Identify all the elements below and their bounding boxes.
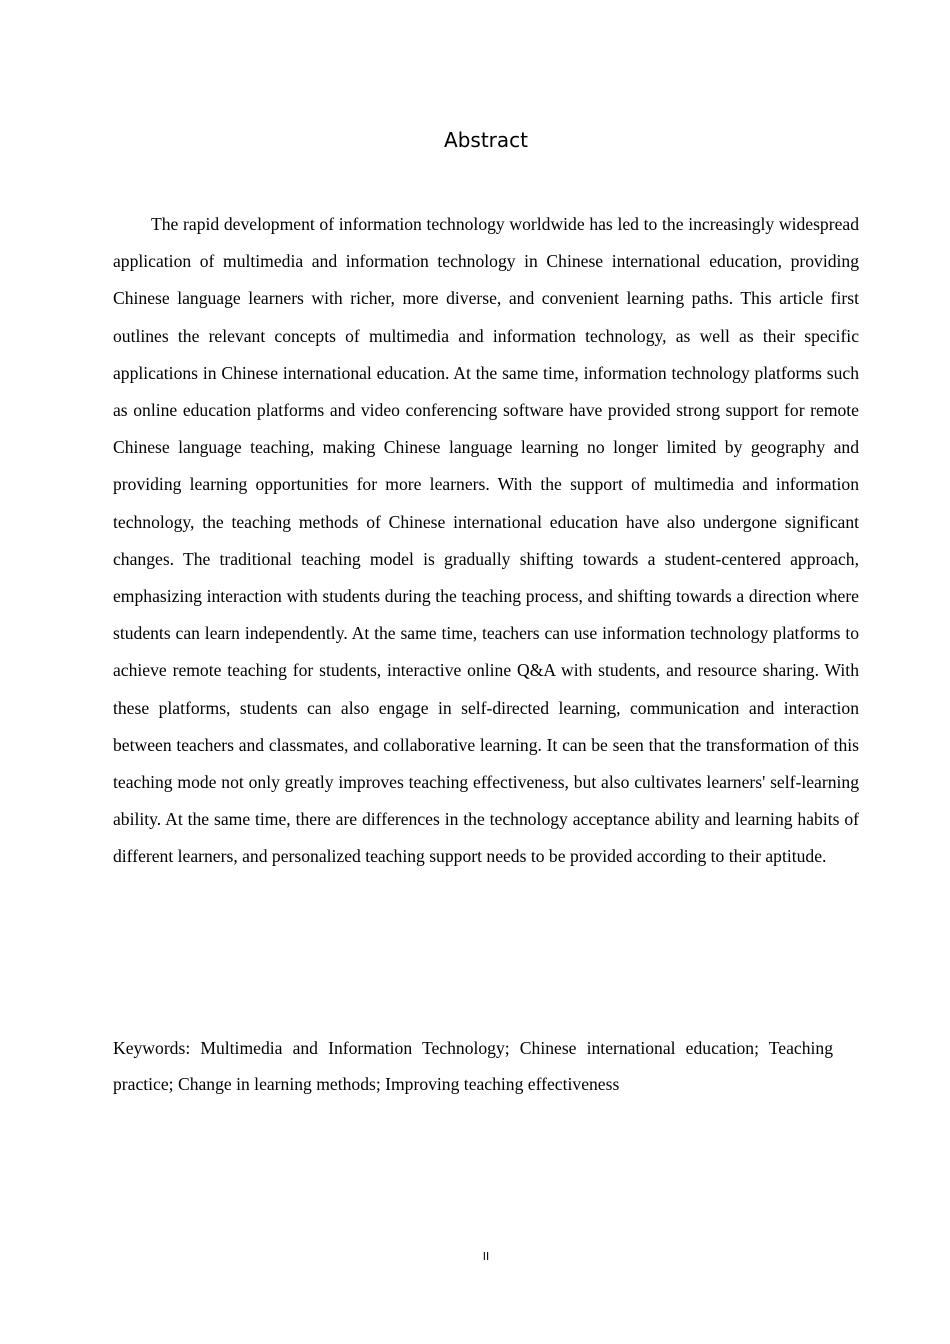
- abstract-title: Abstract: [444, 128, 528, 152]
- abstract-body: The rapid development of information technology worldwide has led to the increasingly widespread application of multimedia and information technology in Chinese international education, providing Chinese language learners with richer, more diverse, and convenient learning paths. This article first outlines the relevant concepts of multimedia and information technology, as well as their specific applications in Chinese international education. At the same time, information technology platforms such as online education platforms and video conferencing software have provided strong support for remote Chinese language teaching, making Chinese language learning no longer limited by geography and providing learning opportunities for more learners. With the support of multimedia and information technology, the teaching methods of Chinese international education have also undergone significant changes. The traditional teaching model is gradually shifting towards a student-centered approach, emphasizing interaction with students during the teaching process, and shifting towards a direction where students can learn independently. At the same time, teachers can use information technology platforms to achieve remote teaching for students, interactive online Q&A with students, and resource sharing. With these platforms, students can also engage in self-directed learning, communication and interaction between teachers and classmates, and collaborative learning. It can be seen that the transformation of this teaching mode not only greatly improves teaching effectiveness, but also cultivates learners' self-learning ability. At the same time, there are differences in the technology acceptance ability and learning habits of different learners, and personalized teaching support needs to be provided according to their aptitude.: [113, 214, 859, 867]
- page-number: II: [482, 1250, 490, 1263]
- keywords-line: Keywords: Multimedia and Information Technology; Chinese international education; Teaching practice; Change in learning methods; Improving teaching effectiveness: [113, 1038, 833, 1094]
